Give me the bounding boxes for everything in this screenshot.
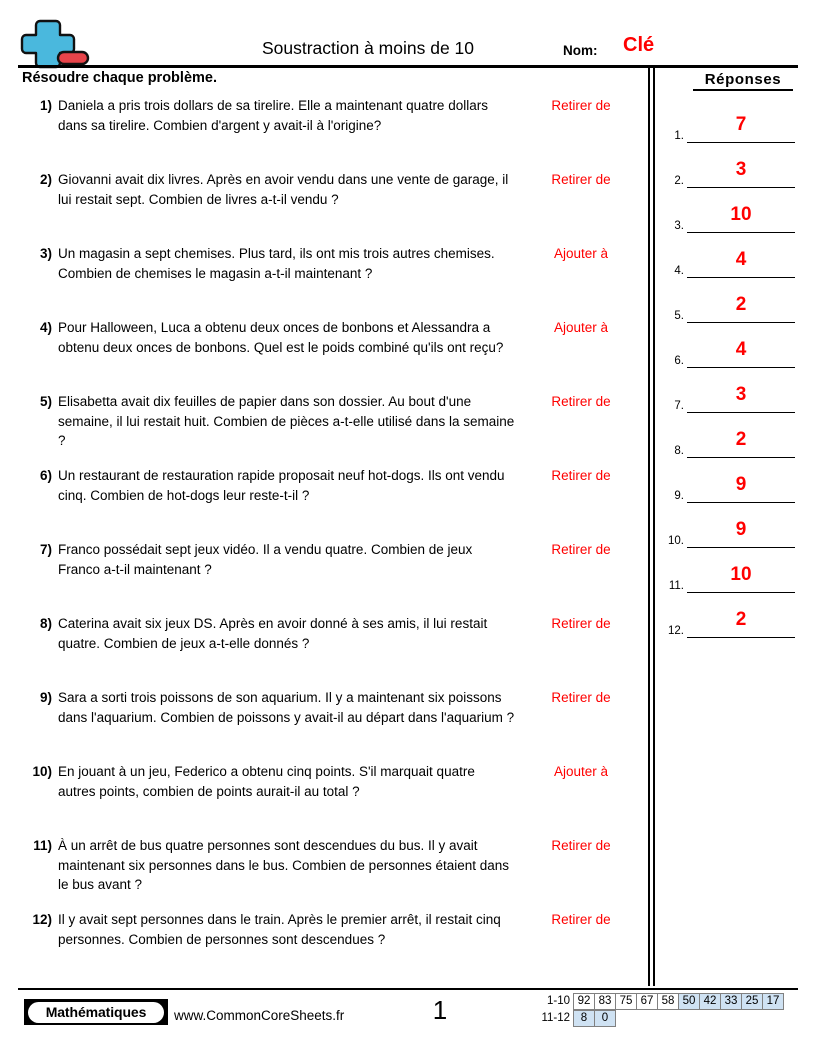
score-cell: 50 bbox=[678, 993, 700, 1010]
name-value: Clé bbox=[623, 34, 655, 56]
answer-value: 10 bbox=[730, 204, 752, 225]
answer-blank-line[interactable] bbox=[687, 502, 795, 503]
score-cell: 67 bbox=[636, 993, 658, 1010]
problem-operation-hint: Retirer de bbox=[551, 172, 611, 187]
answer-row bbox=[660, 601, 798, 645]
score-cell: 17 bbox=[762, 993, 784, 1010]
problem-text: Un restaurant de restauration rapide proposait neuf hot-dogs. Ils ont vendu cinq. Combien de hot-dogs leur reste-t-il ? bbox=[58, 468, 505, 503]
answer-blank-line[interactable] bbox=[687, 637, 795, 638]
column-divider-left bbox=[648, 66, 650, 986]
problem-number: 1) bbox=[39, 98, 52, 113]
score-table bbox=[528, 993, 784, 1027]
problem-text: Pour Halloween, Luca a obtenu deux onces de bonbons et Alessandra a obtenu deux onces de bonbons. Quel est le poids combiné qu'ils ont reçu? bbox=[58, 320, 504, 355]
score-cell: 0 bbox=[594, 1010, 616, 1027]
answer-value: 3 bbox=[735, 159, 747, 180]
score-cell: 25 bbox=[741, 993, 763, 1010]
answer-blank-line[interactable] bbox=[687, 322, 795, 323]
score-cell: 83 bbox=[594, 993, 616, 1010]
score-cell: 75 bbox=[615, 993, 637, 1010]
site-url: www.CommonCoreSheets.fr bbox=[174, 1008, 345, 1023]
answer-blank-line[interactable] bbox=[687, 277, 795, 278]
answer-value: 10 bbox=[730, 564, 752, 585]
column-divider-right bbox=[653, 66, 655, 986]
problem-operation-hint: Retirer de bbox=[551, 542, 611, 557]
score-table-row bbox=[528, 993, 784, 1010]
answer-row bbox=[660, 331, 798, 375]
answer-number: 2. bbox=[674, 175, 684, 187]
answer-number: 9. bbox=[674, 490, 684, 502]
problem-number: 10) bbox=[32, 764, 52, 779]
name-label: Nom: bbox=[563, 43, 598, 58]
answer-value: 7 bbox=[735, 114, 747, 135]
problem-number: 8) bbox=[39, 616, 52, 631]
score-cell: 8 bbox=[573, 1010, 595, 1027]
problem-operation-hint: Retirer de bbox=[551, 394, 611, 409]
problem-operation-hint: Ajouter à bbox=[553, 764, 609, 779]
answer-blank-line[interactable] bbox=[687, 457, 795, 458]
page-number: 1 bbox=[432, 995, 448, 1025]
answers-heading: Réponses bbox=[693, 71, 793, 91]
problem-number: 11) bbox=[33, 838, 52, 853]
answer-row bbox=[660, 421, 798, 465]
problem-operation-hint: Retirer de bbox=[551, 468, 611, 483]
score-cell: 33 bbox=[720, 993, 742, 1010]
answer-blank-line[interactable] bbox=[687, 412, 795, 413]
problem-text: Sara a sorti trois poissons de son aquarium. Il y a maintenant six poissons dans l'aquarium. Combien de poissons y avait-il au départ dans l'aquarium ? bbox=[58, 690, 515, 725]
problem-text: Un magasin a sept chemises. Plus tard, ils ont mis trois autres chemises. Combien de chemises le magasin a-t-il maintenant ? bbox=[58, 246, 495, 281]
answer-blank-line[interactable] bbox=[687, 232, 795, 233]
answer-number: 8. bbox=[674, 445, 684, 457]
answer-number: 10. bbox=[668, 535, 684, 547]
problem-number: 3) bbox=[39, 246, 52, 261]
problem-operation-hint: Retirer de bbox=[551, 616, 611, 631]
answer-row bbox=[660, 196, 798, 240]
brand-pill bbox=[28, 1002, 164, 1023]
worksheet-header bbox=[18, 14, 798, 68]
problem-number: 6) bbox=[39, 468, 52, 483]
answer-row bbox=[660, 151, 798, 195]
answer-number: 3. bbox=[674, 220, 684, 232]
brand-logo bbox=[24, 999, 168, 1025]
instruction-text: Résoudre chaque problème. bbox=[22, 70, 217, 86]
answer-value: 3 bbox=[735, 384, 747, 405]
problem-text: Caterina avait six jeux DS. Après en avoir donné à ses amis, il lui restait quatre. Combien de jeux a-t-elle donnés ? bbox=[58, 616, 488, 651]
answer-row bbox=[660, 466, 798, 510]
answer-value: 2 bbox=[735, 294, 747, 315]
problem-operation-hint: Ajouter à bbox=[553, 246, 609, 261]
problem-text: Il y avait sept personnes dans le train. Après le premier arrêt, il restait cinq personnes. Combien de personnes sont descendues ? bbox=[58, 912, 501, 947]
answer-value: 9 bbox=[735, 519, 747, 540]
answer-value: 2 bbox=[735, 609, 747, 630]
answer-row bbox=[660, 106, 798, 150]
score-range-label: 11-12 bbox=[541, 1012, 570, 1024]
problem-number: 5) bbox=[39, 394, 52, 409]
answer-row bbox=[660, 511, 798, 555]
problem-operation-hint: Ajouter à bbox=[553, 320, 609, 335]
answer-row bbox=[660, 556, 798, 600]
problem-operation-hint: Retirer de bbox=[551, 838, 611, 853]
answer-number: 12. bbox=[668, 625, 684, 637]
problem-number: 12) bbox=[32, 912, 52, 927]
problem-number: 7) bbox=[39, 542, 52, 557]
answer-value: 4 bbox=[735, 339, 747, 360]
answer-number: 5. bbox=[674, 310, 684, 322]
problem-text: Giovanni avait dix livres. Après en avoir vendu dans une vente de garage, il lui restait sept. Combien de livres a-t-il vendu ? bbox=[58, 172, 509, 207]
header-divider-rule bbox=[18, 65, 798, 68]
problem-operation-hint: Retirer de bbox=[551, 690, 611, 705]
answer-blank-line[interactable] bbox=[687, 547, 795, 548]
problem-number: 2) bbox=[39, 172, 52, 187]
answer-value: 2 bbox=[735, 429, 747, 450]
answer-blank-line[interactable] bbox=[687, 187, 795, 188]
plus-minus-icon bbox=[18, 18, 90, 70]
problem-operation-hint: Retirer de bbox=[551, 912, 611, 927]
problem-text: Daniela a pris trois dollars de sa tirelire. Elle a maintenant quatre dollars dans sa tirelire. Combien d'argent y avait-il à l'origine? bbox=[58, 98, 488, 133]
answer-blank-line[interactable] bbox=[687, 367, 795, 368]
answer-row bbox=[660, 376, 798, 420]
score-cell: 42 bbox=[699, 993, 721, 1010]
answer-value: 4 bbox=[735, 249, 747, 270]
problem-number: 4) bbox=[39, 320, 52, 335]
answer-number: 11. bbox=[668, 580, 684, 592]
score-range-label: 1-10 bbox=[546, 995, 570, 1007]
answer-number: 1. bbox=[674, 130, 684, 142]
answer-value: 9 bbox=[735, 474, 747, 495]
problem-text: En jouant à un jeu, Federico a obtenu cinq points. S'il marquait quatre autres points, combien de points aurait-il au total ? bbox=[58, 764, 475, 799]
page-title: Soustraction à moins de 10 bbox=[261, 38, 475, 58]
answer-number: 4. bbox=[674, 265, 684, 277]
answer-blank-line[interactable] bbox=[687, 142, 795, 143]
problem-text: À un arrêt de bus quatre personnes sont descendues du bus. Il y avait maintenant six personnes dans le bus. Combien de personnes étaient dans le bus avant ? bbox=[58, 838, 510, 892]
footer-divider-rule bbox=[18, 988, 798, 990]
problem-number: 9) bbox=[39, 690, 52, 705]
answer-row bbox=[660, 241, 798, 285]
answer-number: 7. bbox=[674, 400, 684, 412]
score-cell: 58 bbox=[657, 993, 679, 1010]
answer-row bbox=[660, 286, 798, 330]
brand-label: Mathématiques bbox=[45, 1004, 147, 1020]
problem-text: Franco possédait sept jeux vidéo. Il a vendu quatre. Combien de jeux Franco a-t-il maintenant ? bbox=[58, 542, 473, 577]
answer-number: 6. bbox=[674, 355, 684, 367]
answer-blank-line[interactable] bbox=[687, 592, 795, 593]
problem-operation-hint: Retirer de bbox=[551, 98, 611, 113]
score-cell: 92 bbox=[573, 993, 595, 1010]
problem-text: Elisabetta avait dix feuilles de papier dans son dossier. Au bout d'une semaine, il lui restait huit. Combien de pièces a-t-elle utilisé dans la semaine ? bbox=[58, 394, 515, 448]
score-table-row bbox=[528, 1010, 784, 1027]
